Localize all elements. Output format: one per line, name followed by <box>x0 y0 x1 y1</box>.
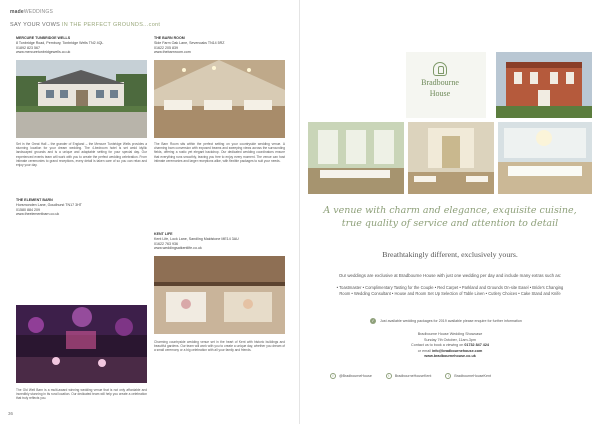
venue-body-mercure: Set in the Great Hall – the grander of England – the Mercure Tunbridge Wells provides a stunning location for your dream wedding. The 4-bedroom hotel is set amid idyllic landscaped grounds and is a unique and adaptable setting for your special day. Our experienced events team will work with you to create the perfect wedding celebration. From intimate ceremonies to grand receptions, every detail is taken care of so you can relax and enjoy your day. <box>16 142 147 168</box>
social-facebook[interactable]: f @BradbourneHouse <box>330 373 372 379</box>
venue-body-element-barn: The Old Well Barn is a multi-award winning wedding venue that is not only affordable and incredibly stunning in its rural location. Our dedicated team will help you create a celebration that truly reflects you. <box>16 388 147 401</box>
party-lights-image <box>16 305 147 383</box>
check-icon: ✓ <box>371 318 375 323</box>
venue-body-kent-life: Charming countryside wedding venue set in the heart of Kent with historic buildings and beautiful gardens. Our team will work with you to create a unique day, whether you dream of a small ceremony or a big celebration with all your family and friends. <box>154 340 285 353</box>
facebook-icon: f <box>330 373 336 379</box>
contact-block: Bradbourne House Wedding Showcase Sunday 7th October, 11am-3pm Contact us to book a viewing on 01732 847 424 or email info@bradbournehouse.com www.bradbournehouse.co.uk <box>411 332 489 359</box>
venue-header-mercure: MERCURE TUNBRIDGE WELLS 8 Tonbridge Road, Pembury, Tonbridge Wells TN2 4QL 01892 823 567 www.mercuretunbridgewells.co.uk <box>16 36 104 55</box>
venue-header-element-barn: THE ELEMENT BARN Horsmonden Lane, Goudhurst TN17 3HT 01580 884 209 www.theelementbarn.co.uk <box>16 198 82 217</box>
venue-photo-element-barn <box>16 305 147 383</box>
features-list: • Toastmaster • Complimentary Tasting for the Couple • Red Carpet • Parkland and Grounds On-site Easel • Bride's Changing Room • Wedding Consultant • House and Room Set Up Selection of Table Linen • Cutlery Choices • Cake Stand and Knife <box>336 285 564 296</box>
contact-email[interactable]: info@bradbournehouse.com <box>431 348 483 353</box>
contact-website[interactable]: www.bradbournehouse.co.uk <box>424 354 476 359</box>
right-page <box>300 0 600 424</box>
interior-photo-right <box>498 122 592 194</box>
venue-photo-kent-life <box>154 256 285 334</box>
tagline: A venue with charm and elegance, exquisite cuisine, true quality of service and attention to detail <box>323 205 577 229</box>
barn-wedding-image <box>154 256 285 334</box>
green-room-image <box>308 122 404 194</box>
hotel-exterior-image <box>16 60 147 138</box>
manor-house-image <box>496 52 592 118</box>
house-emblem-icon <box>433 62 447 76</box>
venue-header-kent-life: KENT LIFE Kent Life, Lock Lane, Sandling Maidstone ME14 3AU 01622 763 936 www.weddingsatkentlife.co.uk <box>154 232 239 251</box>
instagram-icon: i <box>445 373 451 379</box>
social-instagram[interactable]: i BradbourneHouseKent <box>445 373 491 379</box>
venue-header-barn-room: THE BARN ROOM Side Farm Oak Lane, Sevenoaks TN14 5RZ 01622 205 839 www.thebarnroom.com <box>154 36 225 55</box>
interior-photo-centre <box>408 122 494 194</box>
intro-text: Our weddings are exclusive at Bradbourne House with just one wedding per day and include many extras such as: <box>338 273 562 278</box>
twitter-icon: t <box>386 373 392 379</box>
interior-photo-left <box>308 122 404 194</box>
page-number: 36 <box>8 411 14 416</box>
running-head: madeWEDDINGS <box>10 9 53 15</box>
venue-body-barn-room: The Barn Room sits within the perfect setting on your countryside wedding venue. A charming barn conversion with exposed beams and sweeping views across the surrounding fields, offering a rustic yet elegant backdrop. Our dedicated wedding coordinators ensure that everything runs smoothly, leaving you free to enjoy every moment. The venue can host intimate ceremonies and larger receptions alike, with flexible packages to suit your needs. <box>154 142 285 163</box>
house-exterior-photo <box>496 52 592 118</box>
section-title: SAY YOUR VOWS IN THE PERFECT GROUNDS...cont <box>10 22 161 28</box>
social-links <box>330 373 590 379</box>
packages-note: ✓ Just available wedding packages for 2019 available please enquire for further information <box>371 318 522 323</box>
venue-photo-barn-room <box>154 60 285 138</box>
dining-room-image <box>498 122 592 194</box>
subheading: Breathtakingly different, exclusively yours. <box>382 250 518 259</box>
social-twitter[interactable]: t BradbourneHouseKent <box>386 373 432 379</box>
contact-phone[interactable]: 01732 847 424 <box>464 343 489 348</box>
venue-photo-mercure <box>16 60 147 138</box>
barn-interior-image <box>154 60 285 138</box>
ceremony-room-image <box>408 122 494 194</box>
bradbourne-logo: Bradbourne House <box>416 62 464 114</box>
